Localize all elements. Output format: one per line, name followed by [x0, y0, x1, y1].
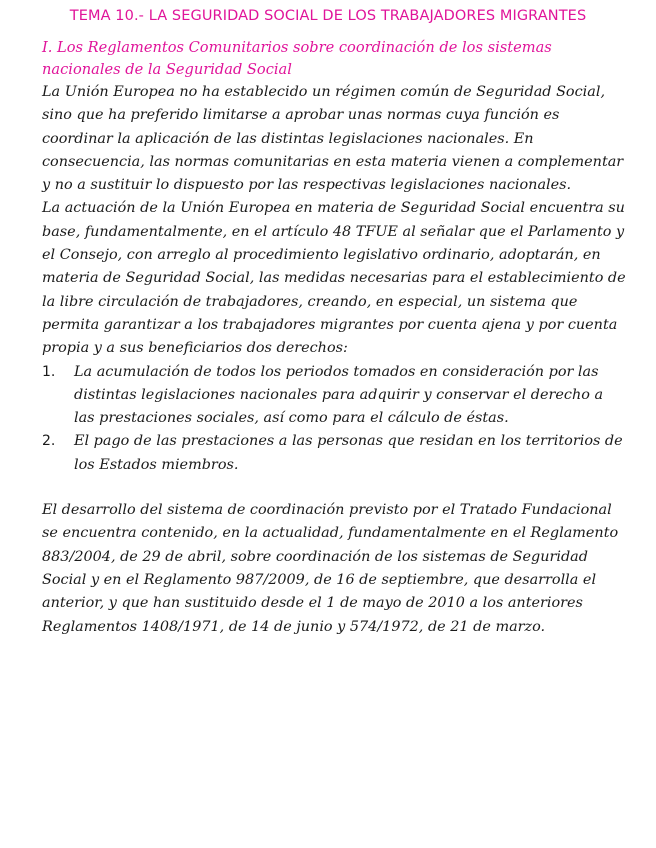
list-item-text: El pago de las prestaciones a las personas que residan en los territorios de los Estados miembros.: [74, 433, 623, 473]
rights-list: [42, 361, 626, 477]
list-item: [42, 361, 626, 431]
list-item-number: 2.: [42, 433, 56, 450]
list-item-number: 1.: [42, 363, 56, 380]
page-title: TEMA 10.- LA SEGURIDAD SOCIAL DE LOS TRABAJADORES MIGRANTES: [69, 8, 587, 24]
list-item: [42, 430, 626, 477]
list-item-text: La acumulación de todos los periodos tomados en consideración por las distintas legislaciones nacionales para adquirir y conservar el derecho a las prestaciones sociales, así como para el cálculo de éstas.: [74, 363, 604, 427]
paragraph-intro: La Unión Europea no ha establecido un régimen común de Seguridad Social, sino que ha preferido limitarse a aprobar unas normas cuya función es coordinar la aplicación de las distintas legislaciones nacionales. En consecuencia, las normas comunitarias en esta materia vienen a complementar y no a sustituir lo dispuesto por las respectivas legislaciones nacionales.: [42, 84, 624, 194]
section-heading: I. Los Reglamentos Comunitarios sobre coordinación de los sistemas nacionales de la Seguridad Social: [42, 39, 552, 78]
paragraph-regulations: El desarrollo del sistema de coordinación previsto por el Tratado Fundacional se encuentra contenido, en la actualidad, fundamentalmente en el Reglamento 883/2004, de 29 de abril, sobre coordinación de los sistemas de Seguridad Social y en el Reglamento 987/2009, de 16 de septiembre, que desarrolla el anterior, y que han sustituido desde el 1 de mayo de 2010 a los anteriores Reglamentos 1408/1971, de 14 de junio y 574/1972, de 21 de marzo.: [42, 502, 619, 635]
paragraph-legal-basis: La actuación de la Unión Europea en materia de Seguridad Social encuentra su base, fundamentalmente, en el artículo 48 TFUE al señalar que el Parlamento y el Consejo, con arreglo al procedimiento legislativo ordinario, adoptarán, en materia de Seguridad Social, las medidas necesarias para el establecimiento de la libre circulación de trabajadores, creando, en especial, un sistema que permita garantizar a los trabajadores migrantes por cuenta ajena y por cuenta propia y a sus beneficiarios dos derechos:: [42, 200, 626, 357]
